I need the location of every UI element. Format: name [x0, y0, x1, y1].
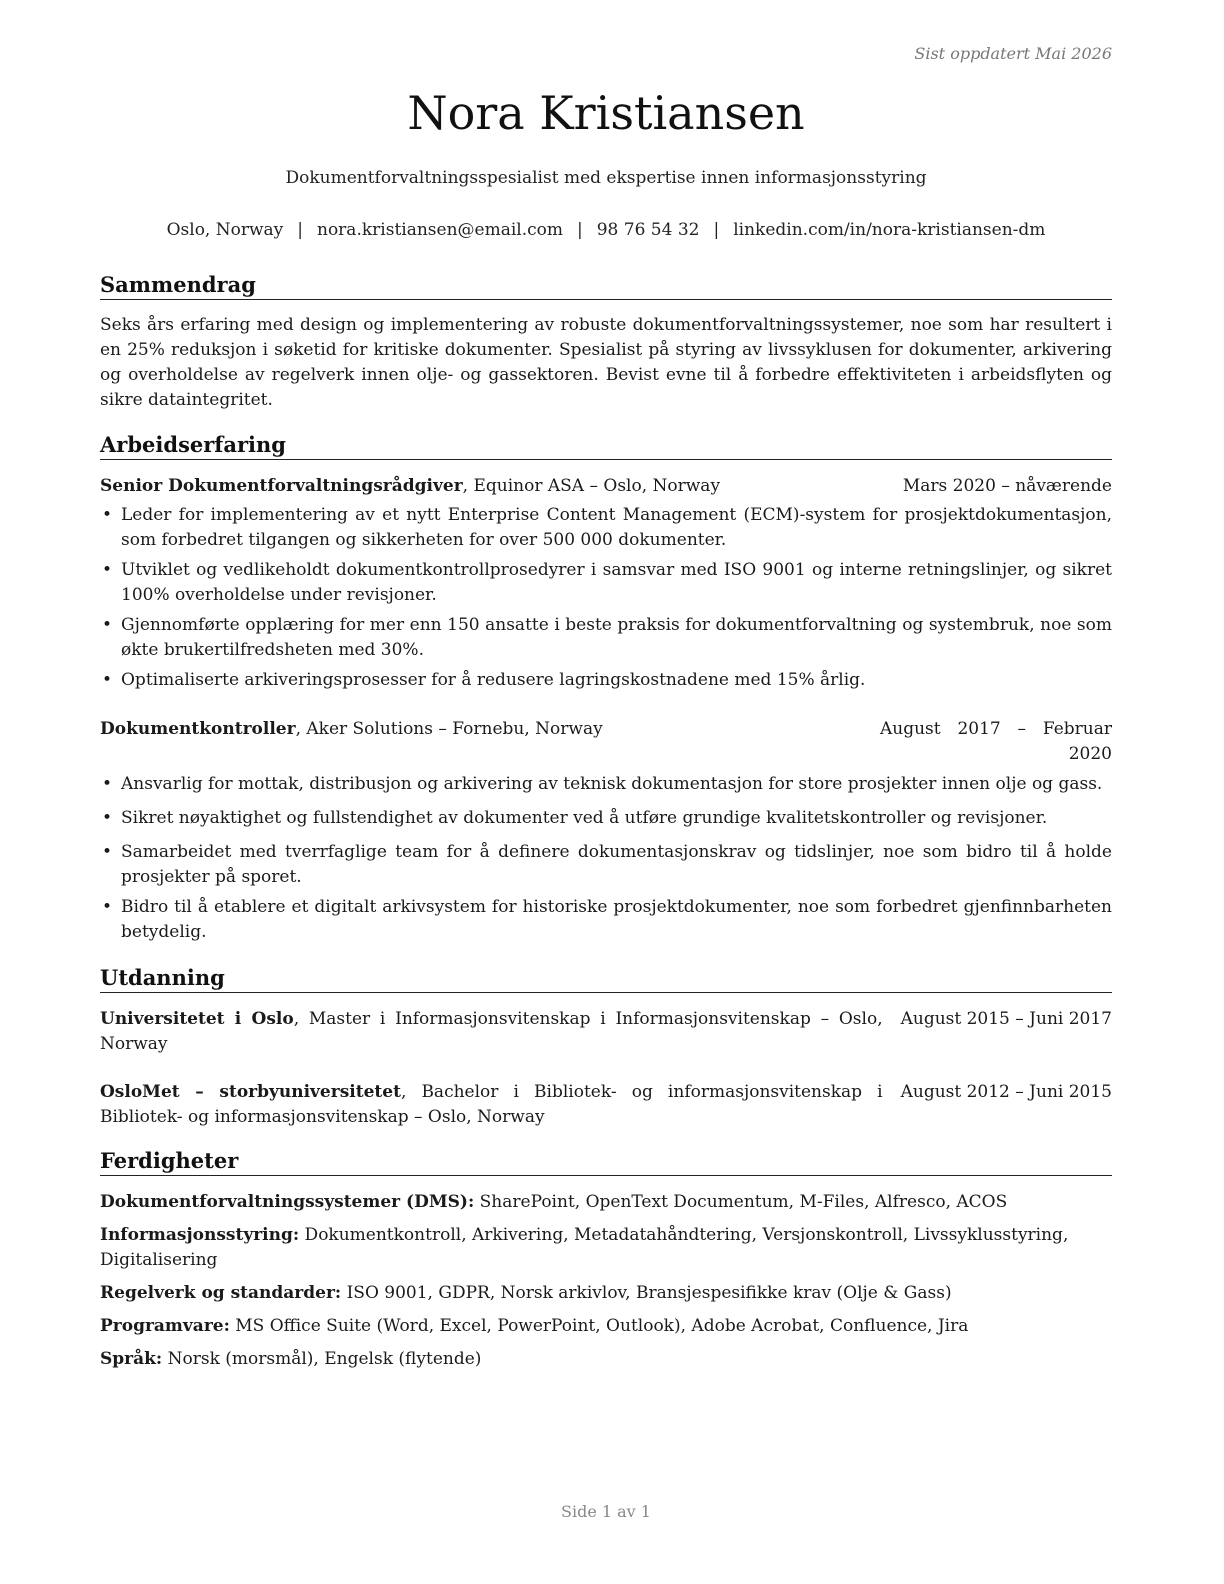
skill-label: Dokumentforvaltningssystemer (DMS):	[100, 1192, 475, 1212]
section-title-education: Utdanning	[100, 965, 1112, 993]
resume-page	[100, 0, 1112, 1584]
skill-label: Programvare:	[100, 1316, 230, 1336]
education-entry	[100, 1080, 1112, 1130]
job-header	[100, 474, 1112, 499]
page-number: Side 1 av 1	[561, 1502, 651, 1521]
skill-row	[100, 1223, 1112, 1273]
contact-linkedin[interactable]: linkedin.com/in/nora-kristiansen-dm	[733, 220, 1046, 240]
contact-line	[100, 220, 1112, 240]
contact-phone: 98 76 54 32	[596, 220, 700, 240]
contact-location: Oslo, Norway	[166, 220, 284, 240]
education-school: Universitetet i Oslo	[100, 1009, 294, 1029]
summary-text: Seks års erfaring med design og implementering av robuste dokumentforvaltningssystemer, noe som har resultert i en 25% reduksjon i søketid for kritiske dokumenter. Spesialist på styring av livssyklusen for dokumenter, arkivering og overholdelse av regelverk innen olje- og gassektoren. Bevist evne til å forbedre effektiviteten i arbeidsflyten og sikre dataintegritet.	[100, 315, 1112, 410]
skill-label: Regelverk og standarder:	[100, 1283, 342, 1303]
skill-label: Informasjonsstyring:	[100, 1225, 300, 1245]
education-entry	[100, 1007, 1112, 1057]
skill-row	[100, 1281, 1112, 1306]
job-bullet: • Optimaliserte arkiveringsprosesser for å redusere lagringskostnadene med 15% årlig.	[100, 668, 1112, 693]
skill-value: SharePoint, OpenText Documentum, M-Files, Alfresco, ACOS	[474, 1192, 1008, 1212]
job-bullets	[100, 503, 1112, 693]
education-details: , Master i Informasjonsvitenskap i Informasjonsvitenskap – Oslo, Norway	[100, 1009, 883, 1054]
contact-separator: |	[577, 220, 583, 240]
section-title-experience: Arbeidserfaring	[100, 432, 1112, 460]
contact-separator: |	[297, 220, 303, 240]
job-bullets	[100, 772, 1112, 945]
job-bullet: • Sikret nøyaktighet og fullstendighet av dokumenter ved å utføre grundige kvalitetskontroller og revisjoner.	[100, 806, 1112, 831]
skill-value: Dokumentkontroll, Arkivering, Metadatahåndtering, Versjonskontroll, Livssyklusstyring, Digitalisering	[100, 1225, 1069, 1270]
job-bullet: • Samarbeidet med tverrfaglige team for å definere dokumentasjonskrav og tidslinjer, noe som bidro til å holde prosjekter på sporet.	[100, 840, 1112, 890]
skill-row	[100, 1190, 1112, 1215]
contact-separator: |	[713, 220, 720, 240]
job-bullet: • Bidro til å etablere et digitalt arkivsystem for historiske prosjektdokumenter, noe som forbedret gjenfinnbarheten betydelig.	[100, 895, 1112, 945]
job-details: , Equinor ASA – Oslo, Norway	[462, 476, 721, 496]
job-role: Senior Dokumentforvaltningsrådgiver	[100, 476, 463, 496]
last-updated: Sist oppdatert Mai 2026	[914, 44, 1112, 63]
skill-value: ISO 9001, GDPR, Norsk arkivlov, Bransjespesifikke krav (Olje & Gass)	[341, 1283, 952, 1303]
candidate-name: Nora Kristiansen	[407, 86, 805, 140]
education-dates: August 2015 – Juni 2017	[900, 1009, 1112, 1029]
job-details: , Aker Solutions – Fornebu, Norway	[295, 719, 603, 739]
job-entry	[100, 474, 1112, 693]
job-header	[100, 717, 1112, 767]
job-bullet: • Leder for implementering av et nytt Enterprise Content Management (ECM)-system for prosjektdokumentasjon, som forbedret tilgangen og sikkerheten for over 500 000 dokumenter.	[100, 503, 1112, 553]
education-school: OsloMet – storbyuniversitetet	[100, 1082, 401, 1102]
job-title-line	[100, 717, 862, 742]
education-line	[100, 1080, 883, 1130]
skill-row	[100, 1347, 1112, 1372]
section-title-summary: Sammendrag	[100, 272, 1112, 300]
contact-email[interactable]: nora.kristiansen@email.com	[317, 220, 563, 240]
job-bullet: • Utviklet og vedlikeholdt dokumentkontrollprosedyrer i samsvar med ISO 9001 og interne retningslinjer, og sikret 100% overholdelse under revisjoner.	[100, 558, 1112, 608]
skill-row	[100, 1314, 1112, 1339]
job-dates: August 2017 – Februar 2020	[880, 719, 1112, 764]
skill-value: Norsk (morsmål), Engelsk (flytende)	[162, 1349, 482, 1369]
job-bullet: • Gjennomførte opplæring for mer enn 150 ansatte i beste praksis for dokumentforvaltning og systembruk, noe som økte brukertilfredsheten med 30%.	[100, 613, 1112, 663]
tagline: Dokumentforvaltningsspesialist med ekspertise innen informasjonsstyring	[285, 168, 927, 188]
job-bullet: • Ansvarlig for mottak, distribusjon og arkivering av teknisk dokumentasjon for store prosjekter innen olje og gass.	[100, 772, 1112, 797]
skills-list	[100, 1190, 1112, 1372]
education-details: , Bachelor i Bibliotek- og informasjonsvitenskap i Bibliotek- og informasjonsvitenskap – Oslo, Norway	[100, 1082, 883, 1127]
skills-section	[100, 1148, 1112, 1380]
skill-label: Språk:	[100, 1349, 163, 1369]
education-line	[100, 1007, 883, 1057]
section-title-skills: Ferdigheter	[100, 1148, 1112, 1176]
job-dates: Mars 2020 – nåværende	[902, 476, 1112, 496]
summary-section	[100, 272, 1112, 413]
education-dates: August 2012 – Juni 2015	[900, 1082, 1112, 1102]
experience-section	[100, 432, 1112, 950]
job-role: Dokumentkontroller	[100, 719, 296, 739]
job-title-line	[100, 474, 885, 499]
skill-value: MS Office Suite (Word, Excel, PowerPoint, Outlook), Adobe Acrobat, Confluence, Jira	[229, 1316, 969, 1336]
job-entry	[100, 717, 1112, 945]
education-section	[100, 965, 1112, 1130]
